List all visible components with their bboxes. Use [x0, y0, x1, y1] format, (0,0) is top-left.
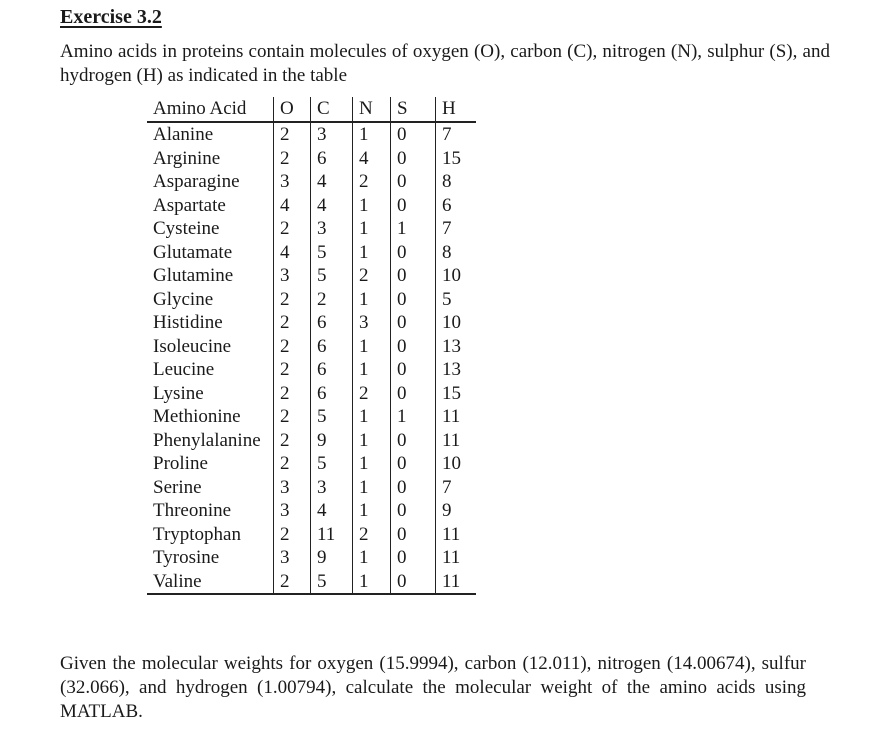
cell-o: 2 — [274, 405, 311, 429]
amino-acid-name: Methionine — [153, 406, 241, 427]
cell-o: 2 — [274, 570, 311, 595]
cell-h: 6 — [436, 194, 477, 218]
amino-acid-name: Valine — [153, 570, 202, 592]
table-row — [147, 264, 476, 288]
table-header-row — [147, 97, 476, 122]
amino-acid-name: Proline — [153, 453, 208, 474]
cell-h: 11 — [436, 405, 477, 429]
outro-paragraph: Given the molecular weights for oxygen (15.9994), carbon (12.011), nitrogen (14.00674), sulfur (32.066), and hydrogen (1.00794), calculate the molecular weight of the amino acids using MATLAB. — [60, 653, 806, 722]
cell-n: 2 — [353, 264, 391, 288]
cell-h: 10 — [436, 311, 477, 335]
cell-n: 1 — [353, 194, 391, 218]
cell-h: 13 — [436, 335, 477, 359]
cell-s: 0 — [391, 476, 436, 500]
cell-o: 2 — [274, 122, 311, 147]
exercise-title: Exercise 3.2 — [60, 6, 162, 28]
cell-amino-acid — [147, 476, 274, 500]
cell-n: 1 — [353, 241, 391, 265]
cell-h: 11 — [436, 546, 477, 570]
cell-s: 0 — [391, 288, 436, 312]
cell-n: 1 — [353, 122, 391, 147]
cell-h: 10 — [436, 264, 477, 288]
cell-o: 3 — [274, 170, 311, 194]
cell-n: 1 — [353, 429, 391, 453]
cell-n: 1 — [353, 358, 391, 382]
cell-s: 1 — [391, 405, 436, 429]
table-row — [147, 358, 476, 382]
cell-n: 3 — [353, 311, 391, 335]
cell-amino-acid — [147, 452, 274, 476]
table-row — [147, 241, 476, 265]
cell-s: 0 — [391, 499, 436, 523]
cell-n: 2 — [353, 382, 391, 406]
cell-amino-acid — [147, 288, 274, 312]
cell-n: 1 — [353, 405, 391, 429]
cell-o: 2 — [274, 147, 311, 171]
cell-n: 4 — [353, 147, 391, 171]
cell-amino-acid — [147, 311, 274, 335]
cell-s: 0 — [391, 311, 436, 335]
cell-c: 3 — [311, 217, 353, 241]
header-s: S — [391, 97, 436, 122]
amino-acid-name: Cysteine — [153, 218, 220, 239]
table-row — [147, 499, 476, 523]
cell-n: 1 — [353, 499, 391, 523]
table-row — [147, 170, 476, 194]
cell-o: 2 — [274, 311, 311, 335]
cell-amino-acid — [147, 217, 274, 241]
cell-s: 1 — [391, 217, 436, 241]
cell-c: 11 — [311, 523, 353, 547]
cell-amino-acid — [147, 429, 274, 453]
cell-amino-acid — [147, 241, 274, 265]
cell-h: 5 — [436, 288, 477, 312]
cell-c: 4 — [311, 170, 353, 194]
cell-c: 6 — [311, 358, 353, 382]
table-row — [147, 335, 476, 359]
cell-o: 3 — [274, 476, 311, 500]
cell-o: 3 — [274, 546, 311, 570]
amino-acid-name: Arginine — [153, 147, 221, 169]
cell-c: 6 — [311, 311, 353, 335]
amino-acid-name: Alanine — [153, 124, 214, 145]
table-row — [147, 405, 476, 429]
amino-acid-name: Phenylalanine — [153, 429, 261, 451]
cell-c: 6 — [311, 335, 353, 359]
cell-h: 13 — [436, 358, 477, 382]
cell-o: 3 — [274, 499, 311, 523]
cell-c: 5 — [311, 452, 353, 476]
cell-c: 5 — [311, 570, 353, 595]
cell-c: 4 — [311, 194, 353, 218]
amino-acid-name: Threonine — [153, 500, 232, 521]
cell-amino-acid — [147, 405, 274, 429]
amino-acid-name: Tryptophan — [153, 523, 241, 545]
table-row — [147, 311, 476, 335]
cell-n: 1 — [353, 452, 391, 476]
cell-h: 9 — [436, 499, 477, 523]
cell-s: 0 — [391, 241, 436, 265]
table-row — [147, 288, 476, 312]
cell-s: 0 — [391, 546, 436, 570]
cell-s: 0 — [391, 570, 436, 595]
table-row — [147, 122, 476, 147]
header-o: O — [274, 97, 311, 122]
cell-amino-acid — [147, 147, 274, 171]
cell-n: 1 — [353, 570, 391, 595]
table-row — [147, 570, 476, 595]
header-c: C — [311, 97, 353, 122]
cell-c: 5 — [311, 405, 353, 429]
cell-amino-acid — [147, 499, 274, 523]
header-n: N — [353, 97, 391, 122]
cell-n: 1 — [353, 546, 391, 570]
header-amino-acid: Amino Acid — [147, 97, 274, 122]
cell-h: 7 — [436, 217, 477, 241]
amino-acid-name: Histidine — [153, 312, 223, 333]
cell-o: 2 — [274, 452, 311, 476]
cell-o: 4 — [274, 194, 311, 218]
intro-paragraph: Amino acids in proteins contain molecules of oxygen (O), carbon (C), nitrogen (N), sulphur (S), and hydrogen (H) as indicated in the table — [60, 41, 830, 86]
cell-n: 1 — [353, 335, 391, 359]
cell-c: 6 — [311, 382, 353, 406]
table-body — [147, 122, 476, 594]
table-row — [147, 217, 476, 241]
cell-amino-acid — [147, 194, 274, 218]
cell-s: 0 — [391, 335, 436, 359]
table-row — [147, 452, 476, 476]
cell-amino-acid — [147, 264, 274, 288]
cell-h: 10 — [436, 452, 477, 476]
cell-c: 5 — [311, 264, 353, 288]
cell-o: 3 — [274, 264, 311, 288]
amino-acid-name: Glutamate — [153, 241, 233, 263]
cell-h: 11 — [436, 429, 477, 453]
amino-acid-name: Lysine — [153, 382, 204, 404]
table-row — [147, 476, 476, 500]
table-row — [147, 523, 476, 547]
cell-h: 7 — [436, 122, 477, 147]
cell-h: 11 — [436, 523, 477, 547]
amino-acid-name: Aspartate — [153, 194, 226, 216]
cell-h: 15 — [436, 147, 477, 171]
cell-c: 5 — [311, 241, 353, 265]
cell-h: 7 — [436, 476, 477, 500]
cell-n: 1 — [353, 476, 391, 500]
cell-s: 0 — [391, 194, 436, 218]
cell-amino-acid — [147, 122, 274, 147]
table-row — [147, 147, 476, 171]
cell-amino-acid — [147, 570, 274, 595]
cell-h: 8 — [436, 241, 477, 265]
cell-s: 0 — [391, 122, 436, 147]
cell-s: 0 — [391, 523, 436, 547]
amino-acid-table — [147, 97, 476, 595]
cell-o: 2 — [274, 217, 311, 241]
cell-n: 1 — [353, 288, 391, 312]
cell-h: 8 — [436, 170, 477, 194]
amino-acid-name: Serine — [153, 476, 202, 498]
cell-c: 6 — [311, 147, 353, 171]
cell-s: 0 — [391, 170, 436, 194]
table-row — [147, 382, 476, 406]
table-row — [147, 429, 476, 453]
cell-amino-acid — [147, 335, 274, 359]
cell-s: 0 — [391, 358, 436, 382]
cell-o: 4 — [274, 241, 311, 265]
cell-c: 4 — [311, 499, 353, 523]
cell-amino-acid — [147, 170, 274, 194]
header-h: H — [436, 97, 477, 122]
cell-o: 2 — [274, 358, 311, 382]
amino-acid-name: Glycine — [153, 288, 214, 310]
cell-c: 9 — [311, 546, 353, 570]
amino-acid-name: Tyrosine — [153, 547, 220, 568]
cell-h: 11 — [436, 570, 477, 595]
cell-c: 2 — [311, 288, 353, 312]
cell-o: 2 — [274, 335, 311, 359]
cell-amino-acid — [147, 358, 274, 382]
cell-o: 2 — [274, 382, 311, 406]
amino-acid-name: Leucine — [153, 359, 215, 380]
amino-acid-name: Asparagine — [153, 171, 240, 192]
table-row — [147, 546, 476, 570]
cell-s: 0 — [391, 382, 436, 406]
cell-o: 2 — [274, 523, 311, 547]
cell-o: 2 — [274, 429, 311, 453]
amino-acid-name: Glutamine — [153, 265, 234, 286]
amino-acid-name: Isoleucine — [153, 335, 232, 357]
cell-amino-acid — [147, 382, 274, 406]
cell-n: 1 — [353, 217, 391, 241]
cell-n: 2 — [353, 170, 391, 194]
cell-o: 2 — [274, 288, 311, 312]
cell-s: 0 — [391, 147, 436, 171]
cell-c: 3 — [311, 476, 353, 500]
cell-h: 15 — [436, 382, 477, 406]
cell-s: 0 — [391, 452, 436, 476]
cell-s: 0 — [391, 429, 436, 453]
cell-s: 0 — [391, 264, 436, 288]
cell-amino-acid — [147, 523, 274, 547]
cell-amino-acid — [147, 546, 274, 570]
cell-n: 2 — [353, 523, 391, 547]
table-row — [147, 194, 476, 218]
cell-c: 9 — [311, 429, 353, 453]
cell-c: 3 — [311, 122, 353, 147]
